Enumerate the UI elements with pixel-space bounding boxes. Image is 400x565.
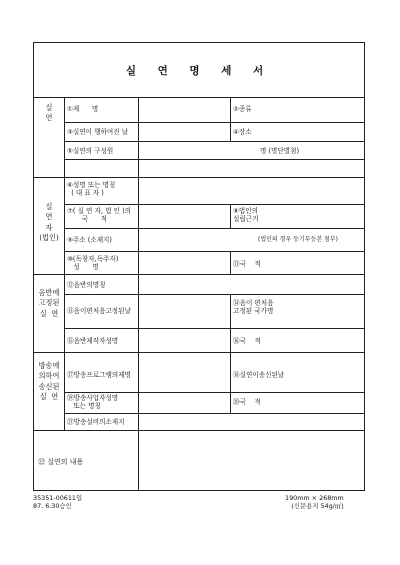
title-field-label: ①제 명 <box>67 105 99 113</box>
paper-spec <box>285 494 344 511</box>
form-number-line1: 35351-00611일 <box>33 494 83 502</box>
performance-statement-form <box>33 42 365 491</box>
soloist-name-field-label: ⑩(독창자,독주자) 성 명 <box>67 255 119 272</box>
record-country-field-label: ⑭음이 편처음 고정된 국가명 <box>233 299 274 316</box>
genre-field-label: ②종류 <box>233 105 252 113</box>
form-number-line2: 87. 6.30승인 <box>33 502 72 511</box>
producer-nationality-field-label: ⑯국 적 <box>233 337 261 345</box>
divider-line <box>34 352 364 353</box>
divider-line <box>64 122 364 123</box>
divider-line <box>138 97 139 491</box>
divider-line <box>64 413 364 414</box>
divider-line <box>64 159 364 160</box>
members-field-label: ⑤실연의 구성원 <box>67 147 114 155</box>
broadcaster-name-field-label: ⑲방송사업자성명 또는 명칭 <box>67 394 119 411</box>
producer-name-field-label: ⑮음반제작자성명 <box>67 337 119 345</box>
broadcaster-nationality-field-label: ⑳국 적 <box>233 398 261 406</box>
divider-line <box>230 251 231 274</box>
program-title-field-label: ⑰방송프로그램의제명 <box>67 371 131 379</box>
performance-content-field-label: ㉒ 실연의 내용 <box>38 458 84 466</box>
divider-line <box>64 294 364 295</box>
divider-line <box>34 274 364 275</box>
facility-location-field-label: ㉑방송설비의소재지 <box>67 418 125 426</box>
divider-line <box>230 352 231 413</box>
form-title: 실 연 명 세 서 <box>34 43 364 98</box>
section-performance: 실 연 <box>45 103 53 123</box>
record-name-field-label: ⑫음반의명칭 <box>67 281 106 289</box>
divider-line <box>64 228 364 229</box>
soloist-nationality-field-label: ⑪국 적 <box>233 260 261 268</box>
divider-line <box>64 328 364 329</box>
record-date-field-label: ⑬음이편처음고정된날 <box>67 307 131 315</box>
members-field-value: 명 (명단별첨) <box>260 147 300 155</box>
section-performer: 실 연 자 (법인) <box>39 202 59 243</box>
address-note: (법인의 경우 등기부등본 첨부) <box>258 236 338 243</box>
place-field-label: ④장소 <box>233 128 252 136</box>
paper-size: 190mm × 268mm <box>285 494 344 502</box>
divider-line <box>64 204 364 205</box>
divider-line <box>230 97 231 141</box>
divider-line <box>64 141 364 142</box>
divider-line <box>64 251 364 252</box>
divider-line <box>64 392 364 393</box>
address-field-label: ⑨주소 (소재지) <box>67 236 112 244</box>
form-number <box>33 494 82 511</box>
section-broadcast: 방송에 의하여 송신된 실 연 <box>38 361 60 402</box>
divider-line <box>34 177 364 178</box>
section-phonogram: 음반에 고정된 실 연 <box>38 288 60 318</box>
divider-line <box>64 97 65 430</box>
broadcast-date-field-label: ⑱실연이송신된날 <box>233 371 285 379</box>
nationality-field-label: ⑦( 실 연 자, 법 인 )의 국 적 <box>67 207 131 224</box>
divider-line <box>230 294 231 352</box>
paper-weight: (신문용지 54g/㎡) <box>291 502 344 511</box>
divider-line <box>230 204 231 228</box>
divider-line <box>34 430 364 431</box>
legal-basis-field-label: ⑧법인의 설립근거 <box>233 207 259 224</box>
representative-field-label: ⑥성명 또는 명칭 ( 대 표 자 ) <box>67 181 116 198</box>
date-field-label: ③실연이 행하여진 날 <box>67 128 129 136</box>
